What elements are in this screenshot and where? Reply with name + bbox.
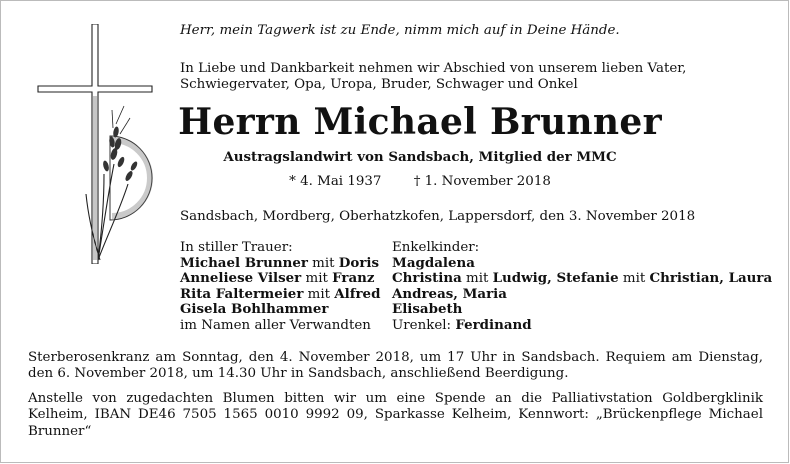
donation-paragraph: Anstelle von zugedachten Blumen bitten wir um eine Spende an die Palliativstation Goldbergklinik Kelheim, IBAN DE46 7505 1565 0010 9992 09, Sparkasse Kelheim, Kennwort: „Brückenpflege Michael Brunner“ [28, 391, 763, 439]
great-grandchild-line: Urenkel: Ferdinand [392, 316, 532, 333]
grandchildren-column [392, 240, 772, 333]
mourner-line: Michael Brunner mit Doris [180, 254, 380, 271]
intro-line-2: Schwiegervater, Opa, Uropa, Bruder, Schwager und Onkel [180, 77, 578, 92]
mourners-column [180, 240, 380, 333]
cross-with-wheat-and-sun-icon [28, 24, 168, 264]
life-dates [0, 174, 790, 189]
grandchild-line: Magdalena [392, 254, 475, 271]
grandchild-line: Elisabeth [392, 301, 463, 317]
birth-date: * 4. Mai 1937 [289, 174, 382, 189]
death-date: † 1. November 2018 [413, 174, 551, 189]
grandchild-line: Andreas, Maria [392, 285, 507, 302]
grandchildren-heading: Enkelkinder: [392, 240, 480, 255]
mourner-line: Rita Faltermeier mit Alfred [180, 285, 381, 302]
mourners-heading: In stiller Trauer: [180, 240, 293, 255]
motto: Herr, mein Tagwerk ist zu Ende, nimm mich auf in Deine Hände. [180, 23, 620, 38]
mourners-footer: im Namen aller Verwandten [180, 317, 371, 333]
grandchild-line: Christina mit Ludwig, Stefanie mit Christian, Laura [392, 270, 773, 286]
mourner-line: Anneliese Vilser mit Franz [180, 270, 375, 286]
place-and-date: Sandsbach, Mordberg, Oberhatzkofen, Lappersdorf, den 3. November 2018 [180, 209, 696, 224]
mourner-line: Gisela Bohlhammer [180, 301, 329, 317]
deceased-role: Austragslandwirt von Sandsbach, Mitglied der MMC [223, 149, 617, 165]
intro-line-1: In Liebe und Dankbarkeit nehmen wir Abschied von unserem lieben Vater, [180, 61, 687, 76]
service-paragraph: Sterberosenkranz am Sonntag, den 4. November 2018, um 17 Uhr in Sandsbach. Requiem am Dienstag, den 6. November 2018, um 14.30 Uhr in Sandsbach, anschließend Beerdigung. [28, 350, 763, 382]
deceased-name: Herrn Michael Brunner [178, 101, 662, 143]
